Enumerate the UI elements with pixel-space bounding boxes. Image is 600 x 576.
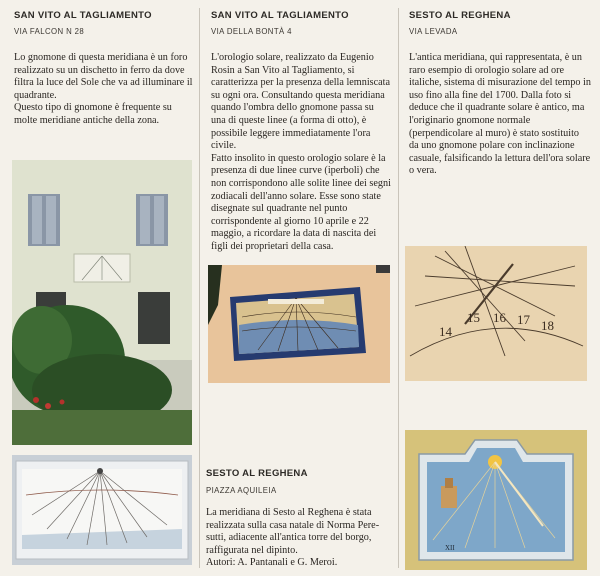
sundial-photo [208,265,390,383]
dial-hour-number: 17 [517,312,530,327]
section-text [211,52,391,254]
section-address: VIA DELLA BONTÀ 4 [211,27,292,36]
section-heading: SESTO AL REGHENA [409,10,511,21]
paragraph: La meridiana di Sesto al Reghena è stata realizzata sulla casa natale di Norma Peresutti, adiacente all'antica torre del borgo, raffigurata nel dipinto. [206,507,380,556]
paragraph: Questo tipo di gnomone è frequente su molte meridiane antiche della zona. [14,102,172,126]
section-text [14,52,194,128]
section-address: PIAZZA AQUILEIA [206,486,277,495]
sundial-photo [12,455,192,565]
sundial-photo [405,246,587,381]
paragraph: Lo gnomone di questa meridiana è un foro realizzato su un dischetto in ferro da dove filtra la luce del Sole che va ad illuminare il quadrante. [14,52,193,101]
dial-hour-number: 18 [541,318,554,333]
dial-hour-number: 16 [493,310,506,325]
section-text [206,507,394,570]
paragraph: Autori: A. Pantanali e G. Meroi. [206,557,338,569]
dial-numeral: XII [445,544,455,552]
column-divider [398,8,399,568]
column-divider [199,8,200,568]
sundial-photo [405,430,587,570]
dial-hour-number: 14 [439,324,452,339]
section-heading: SESTO AL REGHENA [206,468,308,479]
building-photo [12,160,192,445]
section-text [409,52,591,178]
paragraph: Fatto insolito in questo orologio solare è la presenza di due linee curve (iperboli) che non corrispondono alle solite linee dei segni zodiacali dell'anno solare. Esse sono state disegnate sul quadrante nel punto corrispondente al giorno 10 aprile e 22 maggio, a ricordare la data di nascita dei figli dei proprietari della casa. [211,152,391,252]
dial-hour-number: 15 [467,310,480,325]
section-address: VIA LEVADA [409,27,458,36]
paragraph: L'antica meridiana, qui rappresentata, è un raro esempio di orologio solare ad ore italiche, sistema di misurazione del tempo in uso fino alla fine del 1700. Dalla foto si deduce che il quadrante solare è antico, ma l'originario gnomone normale (perpendicolare al muro) è stato sostituito da uno gnomone polare con inclinazione casuale, falsificando la lettura dell'ora solare o vera. [409,52,591,177]
section-heading: SAN VITO AL TAGLIAMENTO [14,10,152,21]
section-heading: SAN VITO AL TAGLIAMENTO [211,10,349,21]
paragraph: L'orologio solare, realizzato da Eugenio Rosin a San Vito al Tagliamento, si caratterizza per la presenza della lemniscata su ogni ora. Consultando questa meridiana quando l'ombra dello gnomone passa su una di queste linee (a forma di otto), è possibile leggere immediatamente l'ora civile. [211,52,391,152]
section-address: VIA FALCON N 28 [14,27,85,36]
